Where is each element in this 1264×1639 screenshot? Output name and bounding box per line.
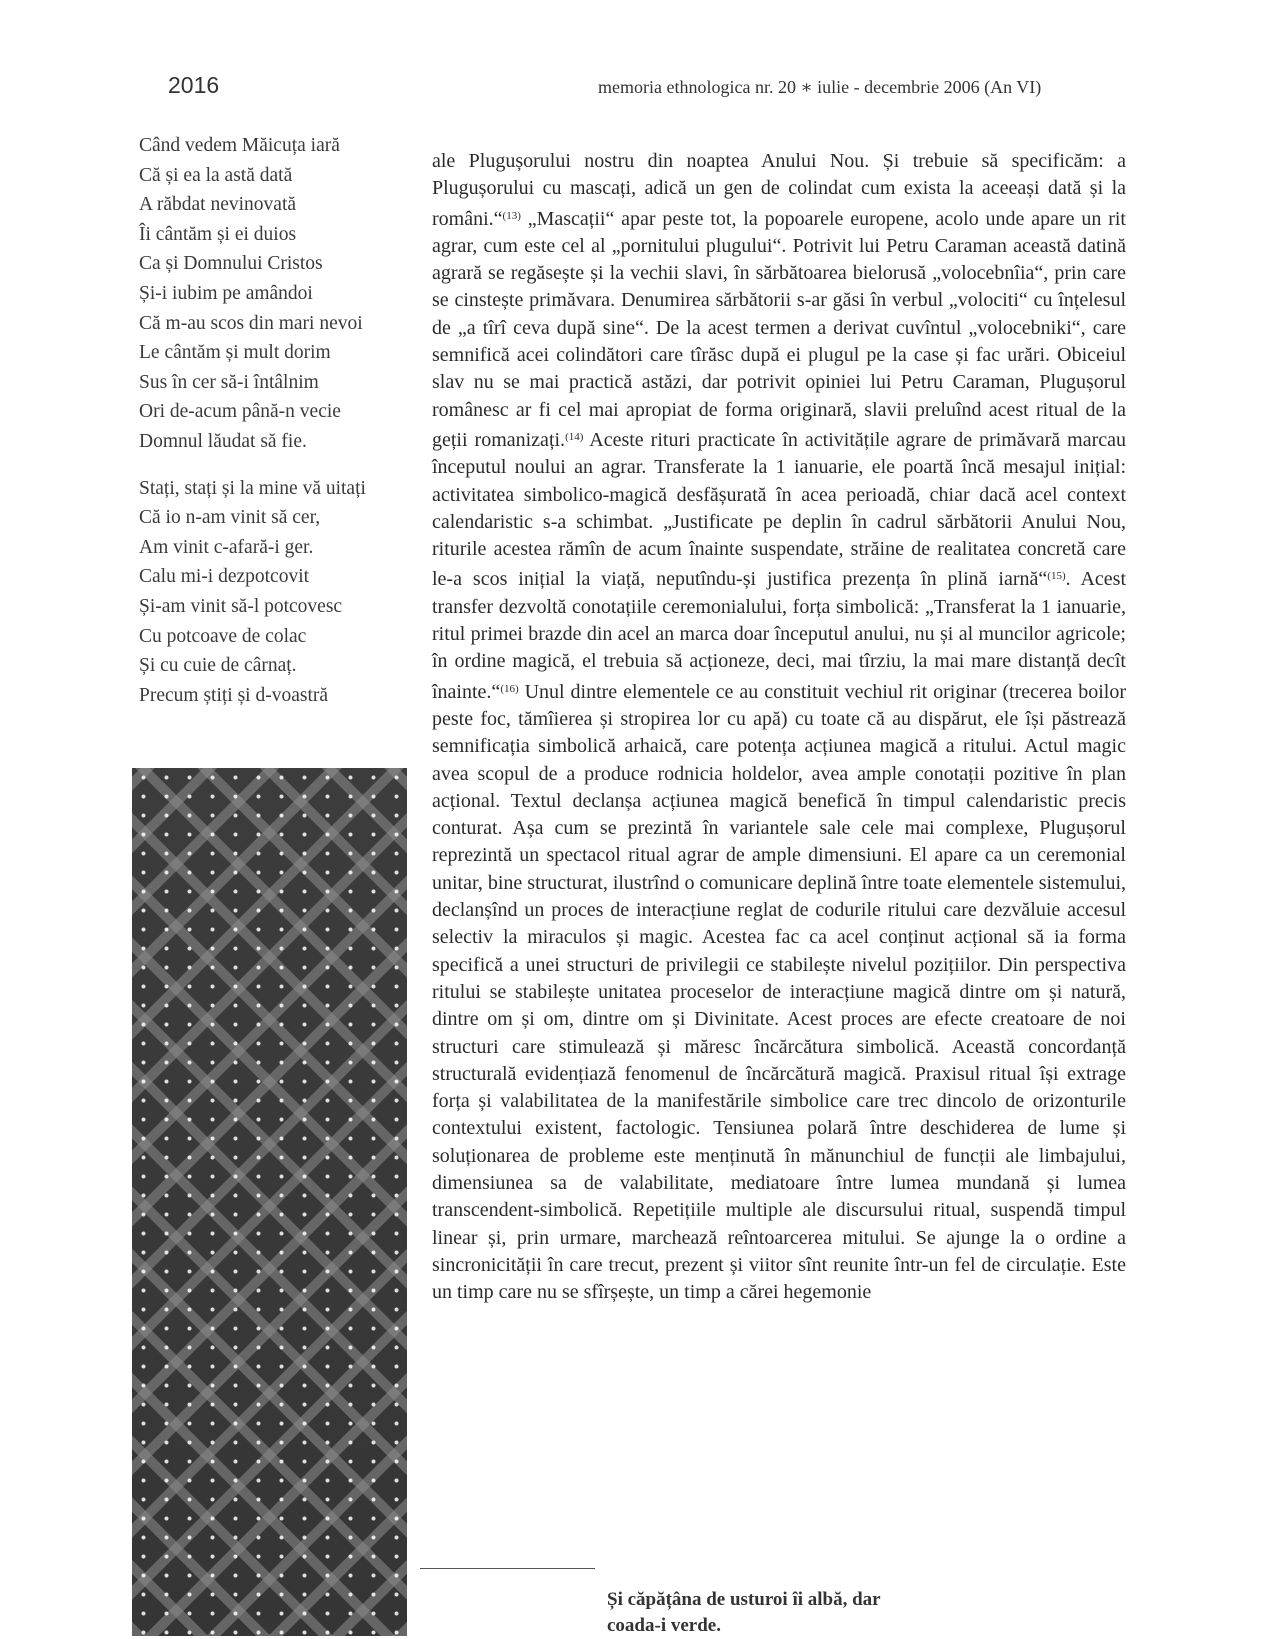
body-text-segment: Unul dintre elementele ce au constituit vechiul rit originar (trecerea boilor peste foc, tămîierea și stropirea lor cu apă) cu toate că au dispărut, ele își păstrează semnificația simbolică arhaică, care potența acțiunea magică a ritului. Actul magic avea scopul de a produce rodnicia holdelor, avea ample conotații pozitive în plan acțional. Textul declanșa acțiunea magică benefică în timpul calendaristic precis conturat. Așa cum se prezintă în variantele sale cele mai complexe, Plugușorul reprezintă un spectacol ritual agrar de ample dimensiuni. El apare ca un ceremonial unitar, bine structurat, ilustrînd o comunicare deplină între toate elementele sistemului, declanșînd un proces de interacțiune reglat de codurile ritului care dezvăluie accesul selectiv la miraculos și magic. Acestea fac ca acel conținut acțional să ia forma specifică a unei structuri de privilegii ce stabilește nivelul pozițiilor. Din perspectiva ritului se stabilește unitatea proceselor de interacțiune magică dintre om și natură, dintre om și om, dintre om și Divinitate. Acest proces are efecte creatoare de noi structuri care stimulează și măresc încărcătura simbolică. Această concordanță structurală evidențiază fenomenul de încărcătură magică. Praxisul ritual își extrage forța și valabilitatea de la manifestările simbolice care trec dincolo de orizonturile contextului existent, factologic. Tensiunea polară între deschiderea de lume și soluționarea de probleme este menținută în mănunchiul de funcții ale limbajului, dimensiunea sa de valabilitate, mediatoare între lumea mundană și lumea transcendent-simbolică. Repetițiile multiple ale discursului ritual, suspendă timpul linear și, prin urmare, marchează reîntoarcerea mitului. Se ajunge la o ordine a sincronicității în care trecut, prezent și viitor sînt reunite într-un fel de circulație. Este un timp care nu se sfîrșește, un timp a cărei hegemonie xyxy=(432,680,1126,1304)
poem-line: Precum știți și d-voastră xyxy=(139,684,329,706)
textile-pattern-image xyxy=(132,768,407,1636)
poem-line: Că și ea la astă dată xyxy=(139,164,293,186)
poem-stanza-2 xyxy=(139,474,424,711)
footnote-ref: (13) xyxy=(502,209,521,222)
poem-line: Ori de-acum până-n vecie xyxy=(139,401,341,423)
proverb xyxy=(607,1587,967,1639)
poem-line: Stați, stați și la mine vă uitați xyxy=(139,477,366,499)
poem-line: Că m-au scos din mari nevoi xyxy=(139,312,363,334)
poem-line: Și-am vinit să-l potcovesc xyxy=(139,595,343,617)
poem-stanza-1 xyxy=(139,131,424,457)
body-text-segment: ale Plugușorului nostru din noaptea Anului Nou. Și trebuie să specificăm: a Plugușorului cu mascați, adică un gen de colindat cum exista la aceeași dată și la români.“ xyxy=(432,150,1126,230)
footnote-ref: (15) xyxy=(1047,570,1066,583)
poem-line: Că io n-am vinit să cer, xyxy=(139,507,321,529)
poem-line: Am vinit c-afară-i ger. xyxy=(139,536,314,558)
poem-line: Calu mi-i dezpotcovit xyxy=(139,566,310,588)
poem-line: A răbdat nevinovată xyxy=(139,194,297,216)
poem-line: Când vedem Măicuța iară xyxy=(139,135,340,156)
poem-line: Și-i iubim pe amândoi xyxy=(139,282,313,304)
poem-line: Sus în cer să-i întâlnim xyxy=(139,371,319,393)
poem-line: Le cântăm și mult dorim xyxy=(139,342,331,364)
article-body xyxy=(432,148,1126,1306)
proverb-line: Și căpățâna de usturoi îi albă, dar xyxy=(607,1589,881,1610)
journal-header: memoria ethnologica nr. 20 ∗ iulie - decembrie 2006 (An VI) xyxy=(598,77,1042,97)
poem-line: Cu potcoave de colac xyxy=(139,625,307,647)
body-text-segment: Aceste rituri practicate în activitățile agrare de primăvară marcau începutul noului an agrar. Transferate la 1 ianuarie, ele poartă încă mesajul inițial: activitatea simbolico-magică desfășurată în acea perioadă, chiar dacă acel context calendaristic s-a schimbat. „Justificate pe deplin în cadrul sărbătorii Anului Nou, riturile acestea rămîn de acum înainte suspendate, străine de realitatea concretă care le-a scos inițial la viață, neputîndu-și justifica prezența în plină iarnă“ xyxy=(432,428,1126,591)
footnote-ref: (14) xyxy=(565,430,584,443)
body-text-segment: „Mascații“ apar peste tot, la popoarele europene, acolo unde apare un rit agrar, cum este cel al „pornitului plugului“. Potrivit lui Petru Caraman această datină agrară se regăsește și la vechii slavi, în sărbătoarea bielorusă „volocebnîia“, prin care se cinstește primăvara. Denumirea sărbătorii s-ar găsi în verbul „volociti“ cu înțelesul de „a tîrî ceva după sine“. De la acest termen a derivat cuvîntul „volocebniki“, care semnifică acei colindători care tîrăsc după ei plugul pe la case și fac urări. Obiceiul slav nu se mai practică astăzi, dar potrivit opiniei lui Petru Caraman, Plugușorul românesc ar fi cel mai apropiat de forma originară, slavii preluînd acest ritual de la geții romanizați. xyxy=(432,207,1126,451)
poem-line: Îi cântăm și ei duios xyxy=(139,223,297,245)
body-paragraph xyxy=(432,148,1126,1306)
poem xyxy=(139,131,424,710)
page-number: 2016 xyxy=(168,72,220,98)
poem-line: Ca și Domnului Cristos xyxy=(139,253,323,275)
poem-line: Domnul lăudat să fie. xyxy=(139,430,307,452)
poem-line: Și cu cuie de cârnaț. xyxy=(139,655,297,677)
body-text-segment: . Acest transfer dezvoltă conotațiile ceremonialului, forța simbolică: „Transferat la 1 ianuarie, ritul primei brazde din acel an marca doar începutul anului, nu și al muncilor agricole; în ordine magică, el trebuia să acționeze, deci, mai tîrziu, la mai mare distanță decît înainte.“ xyxy=(432,568,1126,703)
footnote-divider xyxy=(420,1568,595,1569)
proverb-line: coada-i verde. xyxy=(607,1615,721,1636)
footnote-ref: (16) xyxy=(500,682,519,695)
